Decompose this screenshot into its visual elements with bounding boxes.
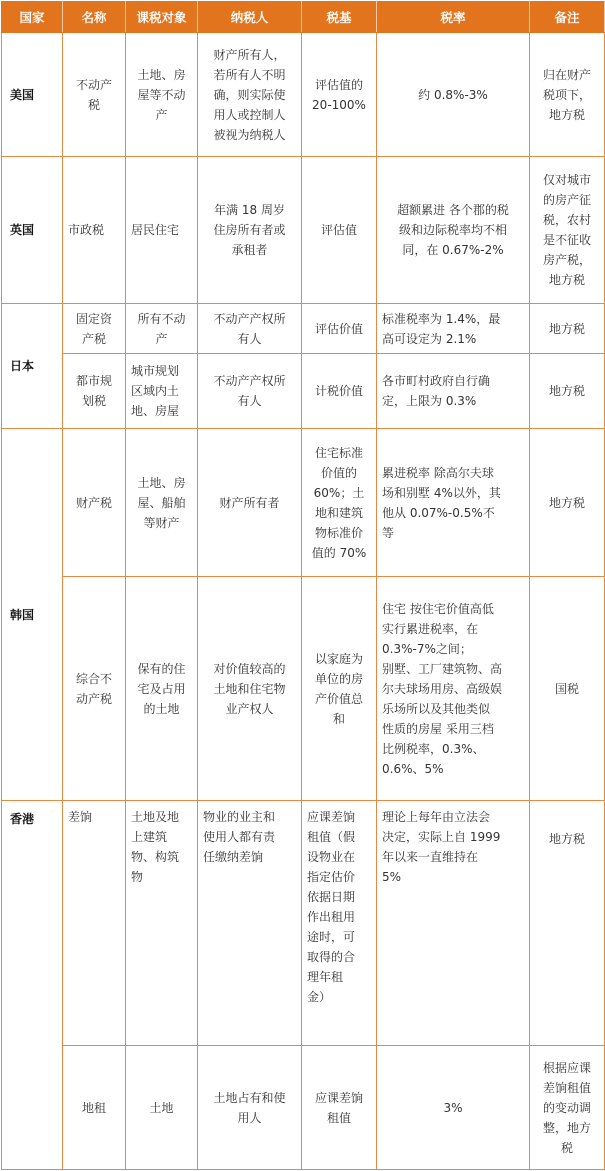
tax-rate-cell: 累进税率 除高尔夫球 场和别墅 4%以外，其 他从 0.07%-0.5%不 等 xyxy=(377,429,530,577)
header-name: 名称 xyxy=(63,2,126,33)
country-cell: 英国 xyxy=(2,157,63,304)
note-cell: 仅对城市 的房产征 税，农村 是不征收 房产税， 地方税 xyxy=(530,157,605,304)
tax-base-cell: 住宅标准 价值的 60%；土 地和建筑 物标准价 值的 70% xyxy=(302,429,377,577)
tax-name-cell: 综合不 动产税 xyxy=(63,577,126,801)
country-cell: 韩国 xyxy=(2,429,63,801)
tax-rate-cell: 约 0.8%-3% xyxy=(377,33,530,157)
tax-base-cell: 应课差饷 租值 xyxy=(302,1046,377,1170)
tax-name-cell: 财产税 xyxy=(63,429,126,577)
note-cell: 国税 xyxy=(530,577,605,801)
country-cell: 日本 xyxy=(2,304,63,429)
tax-rate-cell: 3% xyxy=(377,1046,530,1170)
tax-base-cell: 应课差饷 租值（假 设物业在 指定估价 依据日期 作出租用 途时，可 取得的合 理年租 金） xyxy=(302,801,377,1046)
tax-name-cell: 都市规 划税 xyxy=(63,354,126,429)
header-row xyxy=(2,2,605,33)
note-cell: 地方税 xyxy=(530,304,605,354)
tax-name-cell: 市政税 xyxy=(63,157,126,304)
tax-rate-cell: 超额累进 各个郡的税 级和边际税率均不相 同，在 0.67%-2% xyxy=(377,157,530,304)
taxpayer-cell: 对价值较高的 土地和住宅物 业产权人 xyxy=(198,577,302,801)
tax-name-cell: 不动产 税 xyxy=(63,33,126,157)
tax-object-cell: 居民住宅 xyxy=(126,157,198,304)
taxpayer-cell: 年满 18 周岁 住房所有者或 承租者 xyxy=(198,157,302,304)
taxpayer-cell: 物业的业主和 使用人都有责 任缴纳差饷 xyxy=(198,801,302,1046)
property-tax-table xyxy=(1,1,605,1170)
tax-name-cell: 固定资 产税 xyxy=(63,304,126,354)
note-cell: 归在财产 税项下， 地方税 xyxy=(530,33,605,157)
note-cell: 地方税 xyxy=(530,354,605,429)
taxpayer-cell: 不动产产权所 有人 xyxy=(198,354,302,429)
country-cell: 香港 xyxy=(2,801,63,1170)
table-row xyxy=(2,429,605,577)
tax-object-cell: 所有不动 产 xyxy=(126,304,198,354)
table-row xyxy=(2,801,605,1046)
table-row xyxy=(2,33,605,157)
tax-object-cell: 城市规划 区域内土 地、房屋 xyxy=(126,354,198,429)
taxpayer-cell: 财产所有人， 若所有人不明 确，则实际使 用人或控制人 被视为纳税人 xyxy=(198,33,302,157)
tax-name-cell: 差饷 xyxy=(63,801,126,1046)
table-row xyxy=(2,157,605,304)
table-row xyxy=(2,354,605,429)
header-tax-rate: 税率 xyxy=(377,2,530,33)
note-cell: 地方税 xyxy=(530,801,605,1046)
taxpayer-cell: 不动产产权所 有人 xyxy=(198,304,302,354)
tax-rate-cell: 理论上每年由立法会 决定，实际上自 1999 年以来一直维持在 5% xyxy=(377,801,530,1046)
header-tax-base: 税基 xyxy=(302,2,377,33)
taxpayer-cell: 土地占有和使 用人 xyxy=(198,1046,302,1170)
tax-rate-cell: 各市町村政府自行确 定，上限为 0.3% xyxy=(377,354,530,429)
tax-rate-cell: 标准税率为 1.4%，最 高可设定为 2.1% xyxy=(377,304,530,354)
tax-base-cell: 评估值 xyxy=(302,157,377,304)
tax-object-cell: 土地 xyxy=(126,1046,198,1170)
tax-object-cell: 土地、房 屋、船舶 等财产 xyxy=(126,429,198,577)
taxpayer-cell: 财产所有者 xyxy=(198,429,302,577)
tax-name-cell: 地租 xyxy=(63,1046,126,1170)
header-taxpayer: 纳税人 xyxy=(198,2,302,33)
header-tax-object: 课税对象 xyxy=(126,2,198,33)
table-row xyxy=(2,304,605,354)
table-row xyxy=(2,577,605,801)
tax-base-cell: 计税价值 xyxy=(302,354,377,429)
tax-base-cell: 评估价值 xyxy=(302,304,377,354)
header-note: 备注 xyxy=(530,2,605,33)
tax-object-cell: 土地及地 上建筑 物、构筑 物 xyxy=(126,801,198,1046)
table-row xyxy=(2,1046,605,1170)
header-country: 国家 xyxy=(2,2,63,33)
note-cell: 地方税 xyxy=(530,429,605,577)
country-cell: 美国 xyxy=(2,33,63,157)
note-cell: 根据应课 差饷租值 的变动调 整，地方 税 xyxy=(530,1046,605,1170)
tax-base-cell: 评估值的 20-100% xyxy=(302,33,377,157)
tax-base-cell: 以家庭为 单位的房 产价值总 和 xyxy=(302,577,377,801)
tax-object-cell: 保有的住 宅及占用 的土地 xyxy=(126,577,198,801)
tax-rate-cell: 住宅 按住宅价值高低 实行累进税率，在 0.3%-7%之间； 别墅、工厂建筑物、高 尔夫球场用房、高级娱 乐场所以及其他类似 性质的房屋 采用三档 比例税率，0.3%、 0.6%、5% xyxy=(377,577,530,801)
tax-object-cell: 土地、房 屋等不动 产 xyxy=(126,33,198,157)
